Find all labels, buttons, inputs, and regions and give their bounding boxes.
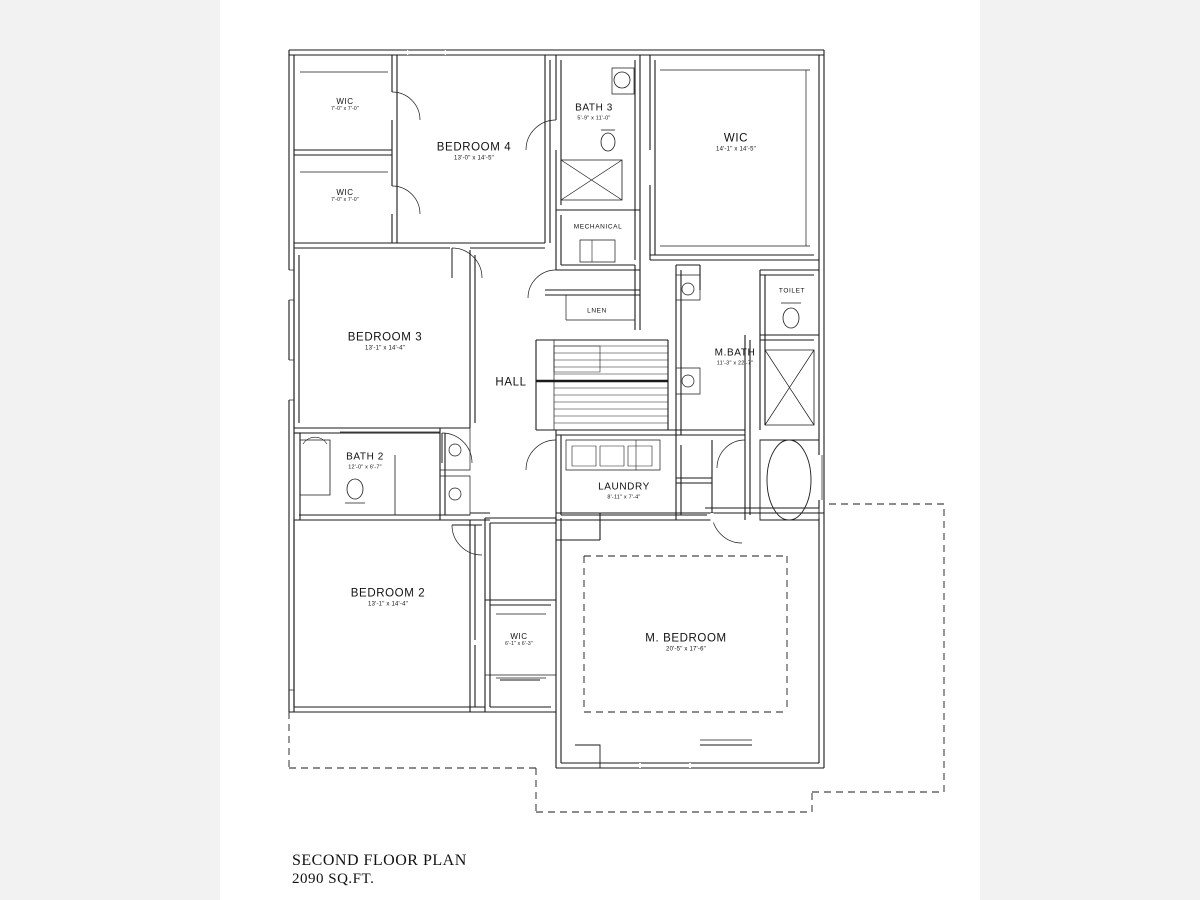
room-name: MECHANICAL [573,223,623,231]
room-name: BATH 3 [575,102,613,114]
room-dimension: 7'-0" x 7'-0" [331,106,359,113]
room-name: WIC [336,97,354,107]
room-dimension: 5'-9" x 11'-0" [577,115,611,122]
room-dimension: 12'-0" x 6'-7" [348,464,382,471]
room-name: WIC [723,132,749,145]
room-dimension: 13'-1" x 14'-4" [368,601,408,608]
room-dimension: 11'-3" x 22'-7" [716,360,754,367]
plan-area: 2090 SQ.FT. [292,871,375,888]
room-name: WIC [510,632,528,642]
room-name: BEDROOM 2 [350,587,426,600]
room-dimension: 8'-11" x 7'-4" [607,494,641,501]
room-name: BEDROOM 4 [436,141,512,154]
room-name: LAUNDRY [598,481,650,493]
room-dimension: 6'-1" x 6'-3" [505,641,533,648]
room-name: M.BATH [714,347,756,359]
room-name: HALL [495,376,527,389]
room-name: BATH 2 [346,451,384,463]
room-name: WIC [336,188,354,198]
room-dimension: 14'-1" x 14'-5" [716,146,756,153]
plan-title: SECOND FLOOR PLAN [292,852,467,869]
room-name: TOILET [778,287,806,295]
room-dimension: 20'-5" x 17'-6" [666,646,706,653]
room-name: BEDROOM 3 [347,331,423,344]
room-name: LNEN [587,307,607,315]
room-dimension: 13'-0" x 14'-5" [454,155,494,162]
room-name: M. BEDROOM [645,632,727,645]
room-dimension: 7'-0" x 7'-0" [331,197,359,204]
room-dimension: 13'-1" x 14'-4" [365,345,405,352]
title-block [292,852,467,889]
